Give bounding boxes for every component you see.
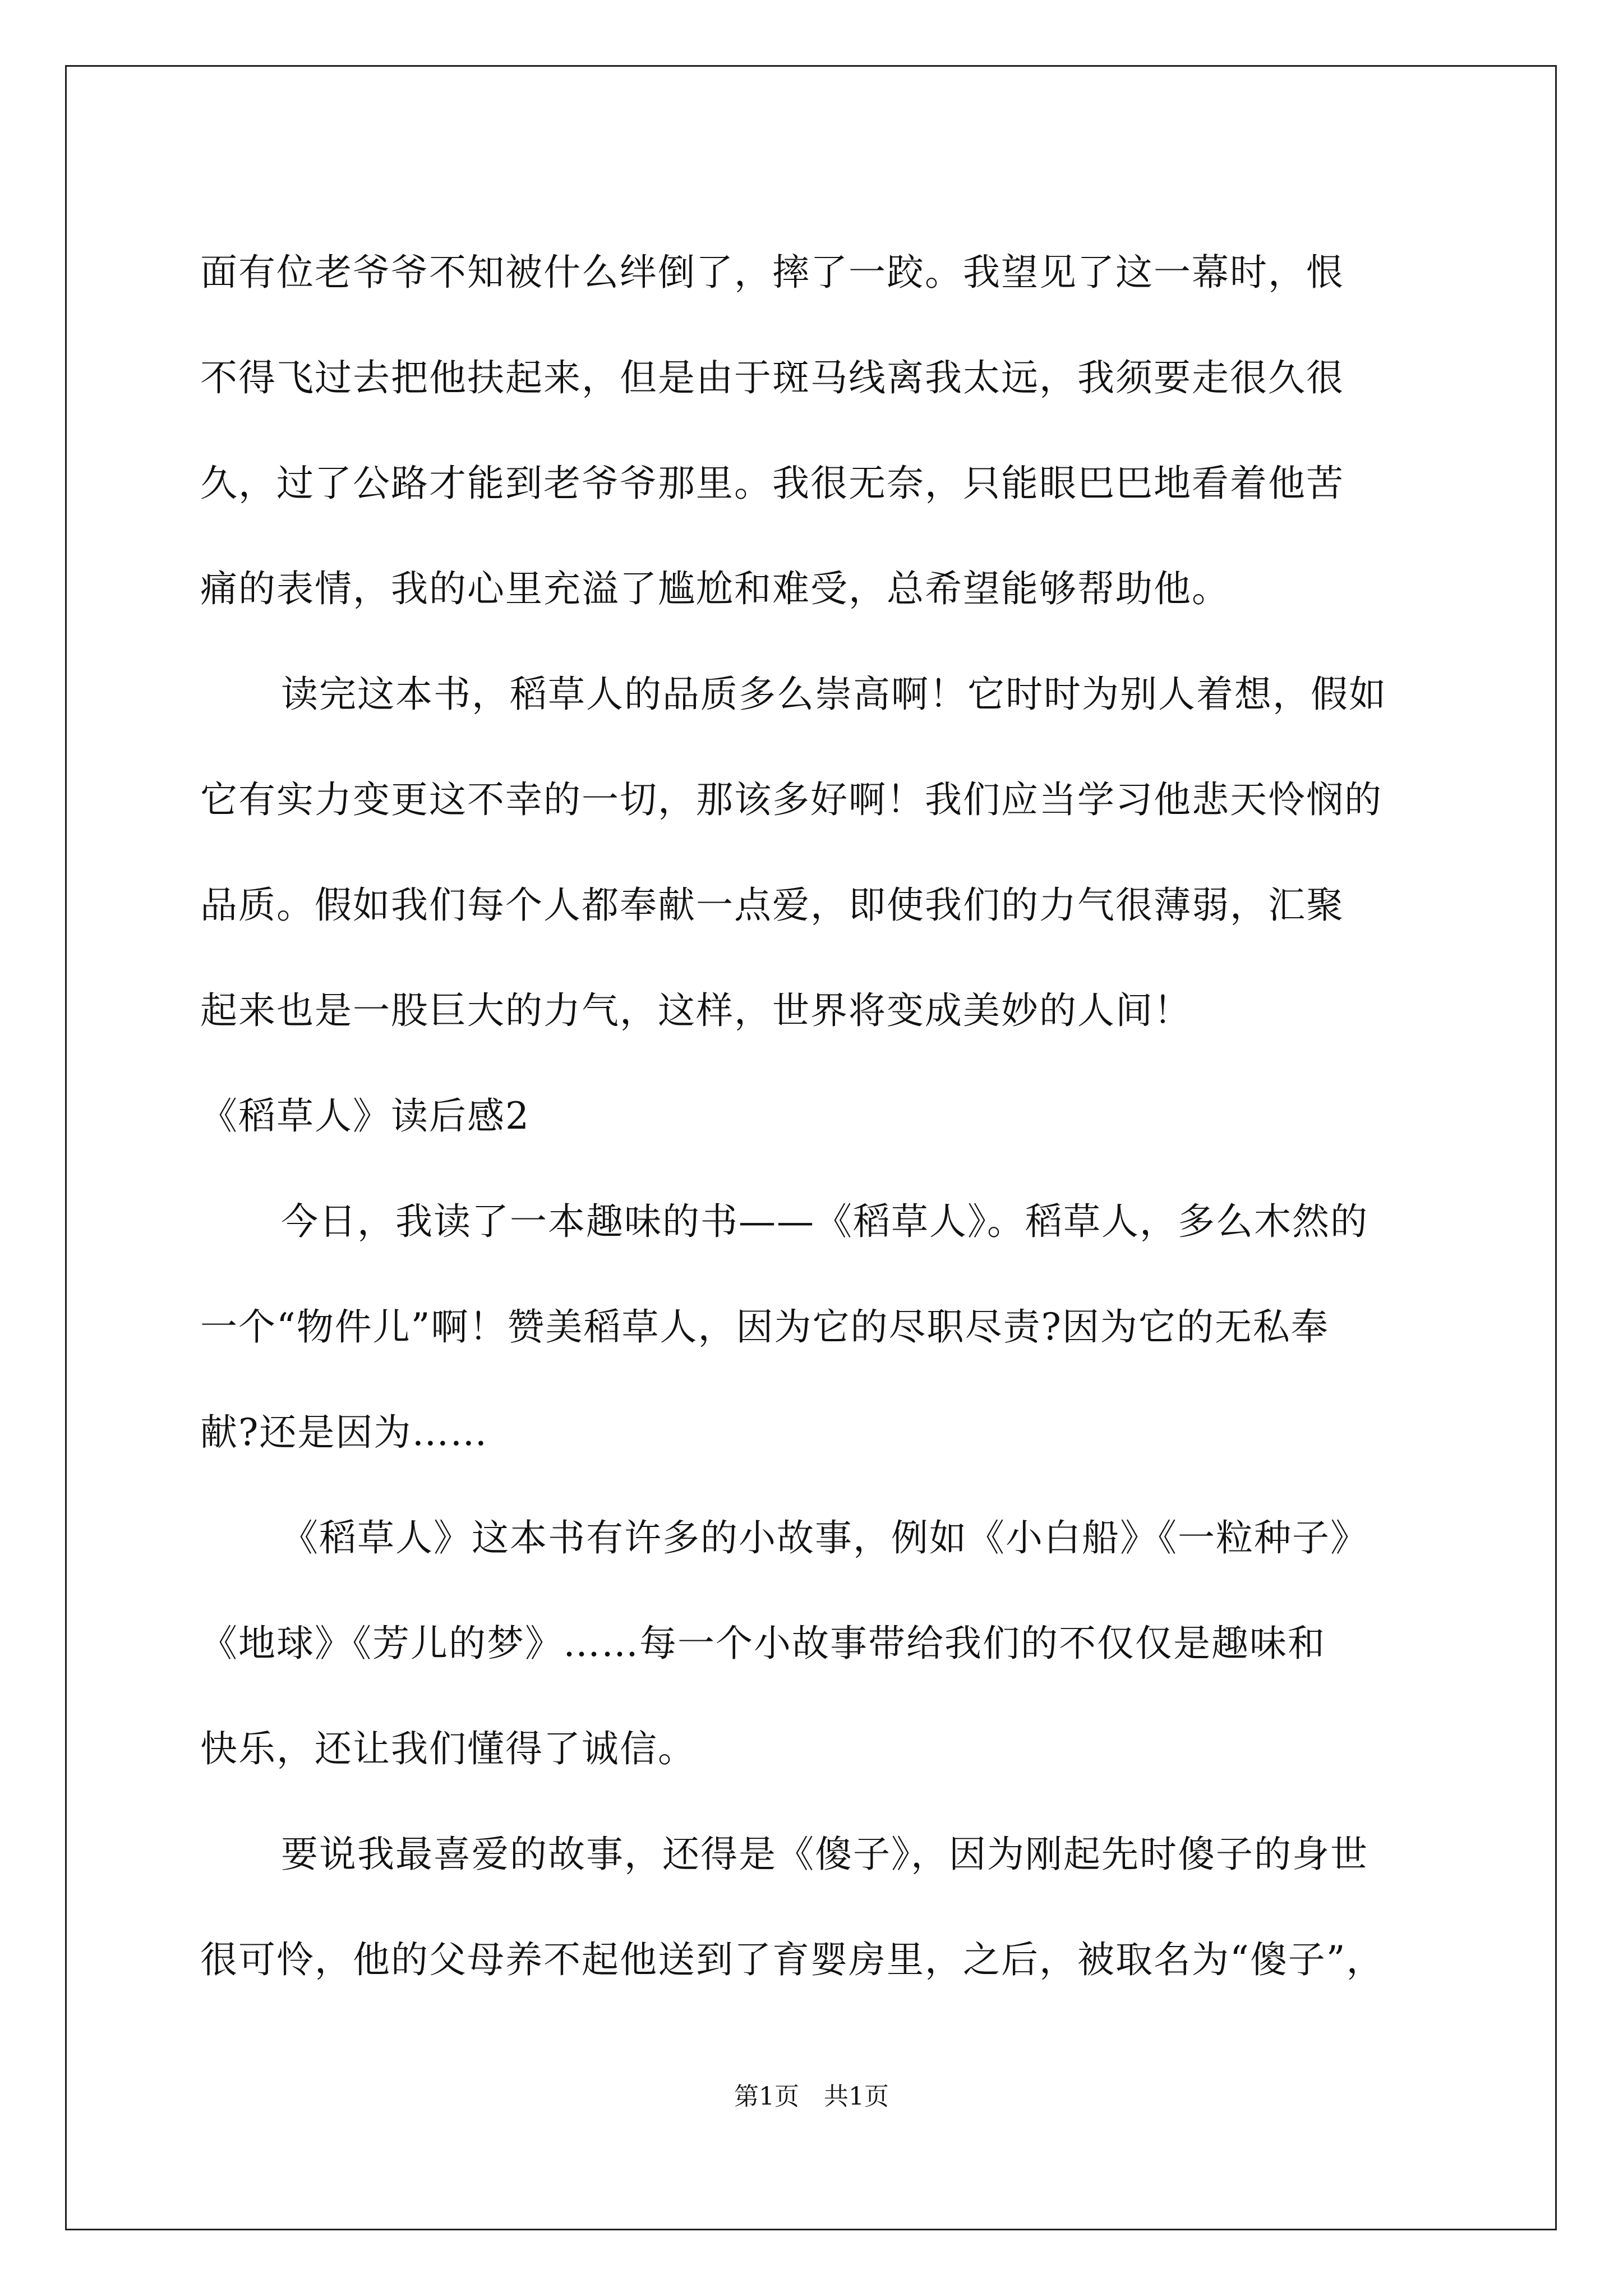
paragraph-start-line: 读完这本书，稻草人的品质多么崇高啊！它时时为别人着想，假如 [281,673,1387,716]
text-line: 久，过了公路才能到老爷爷那里。我很无奈，只能眼巴巴地看着他苦 [200,462,1344,505]
text-line: 品质。假如我们每个人都奉献一点爱，即使我们的力气很薄弱，汇聚 [200,884,1344,927]
text-line: 《地球》《芳儿的梦》……每一个小故事带给我们的不仅仅是趣味和 [200,1622,1326,1665]
text-line: 献?还是因为…… [200,1411,488,1454]
paragraph-start-line: 今日，我读了一本趣味的书——《稻草人》。稻草人，多么木然的 [281,1200,1368,1243]
paragraph-start-line: 要说我最喜爱的故事，还得是《傻子》，因为刚起先时傻子的身世 [281,1833,1368,1876]
text-line: 面有位老爷爷不知被什么绊倒了，摔了一跤。我望见了这一幕时，恨 [200,251,1344,294]
text-line: 快乐，还让我们懂得了诚信。 [200,1727,696,1770]
text-line: 很可怜，他的父母养不起他送到了育婴房里，之后，被取名为“傻子”， [200,1938,1385,1981]
document-body [200,220,1434,2013]
section-heading: 《稻草人》读后感2 [200,1094,530,1138]
text-line: 它有实力变更这不幸的一切，那该多好啊！我们应当学习他悲天怜悯的 [200,778,1382,821]
text-line: 不得飞过去把他扶起来，但是由于斑马线离我太远，我须要走很久很 [200,356,1344,399]
page-footer: 第1页 共1页 [734,2082,889,2111]
text-line: 起来也是一股巨大的力气，这样，世界将变成美妙的人间！ [200,989,1192,1032]
paragraph-start-line: 《稻草人》这本书有许多的小故事，例如《小白船》《一粒种子》 [281,1516,1368,1559]
text-line: 一个“物件儿”啊！赞美稻草人，因为它的尽职尽责?因为它的无私奉 [200,1305,1329,1349]
text-line: 痛的表情，我的心里充溢了尴尬和难受，总希望能够帮助他。 [200,567,1230,610]
